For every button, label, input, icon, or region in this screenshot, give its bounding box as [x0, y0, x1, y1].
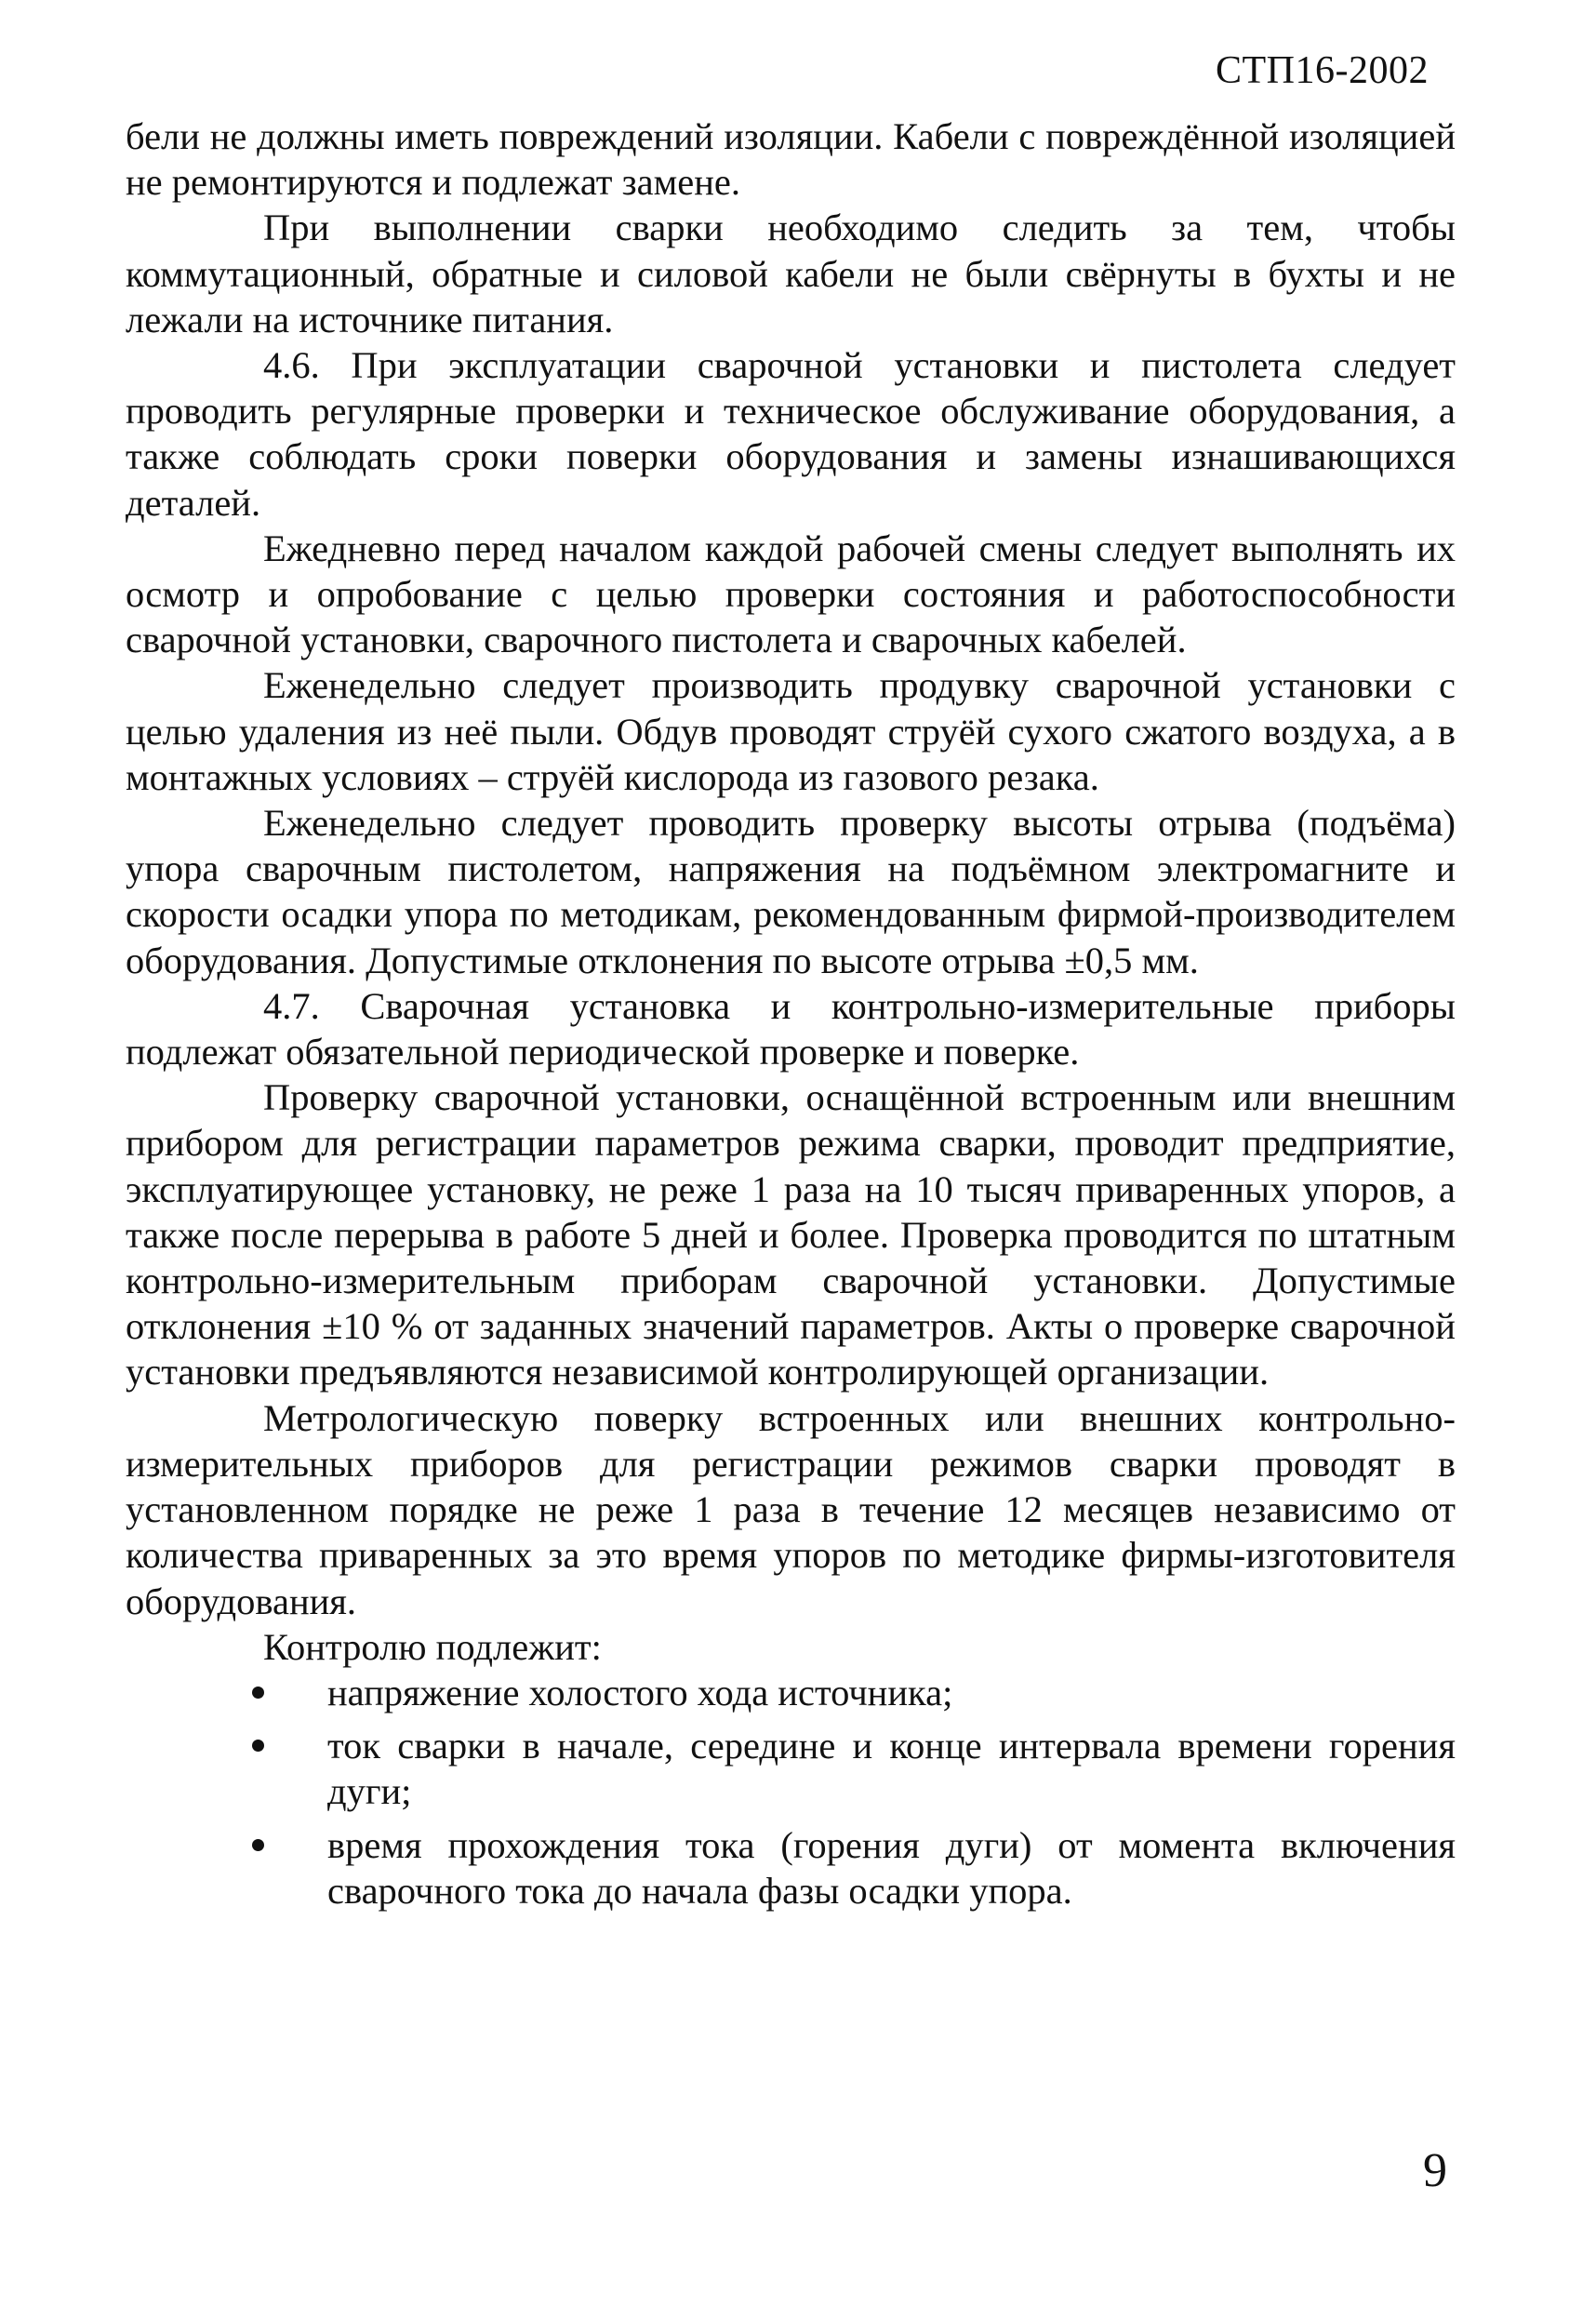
list-item — [126, 1670, 1456, 1715]
paragraph-section-4-7: 4.7. Сварочная установка и контрольно-измерительные приборы подлежат обязательной периодической проверке и поверке. — [126, 984, 1456, 1073]
page-number: 9 — [1423, 2144, 1447, 2197]
paragraph-cable-coiling: При выполнении сварки необходимо следить за тем, чтобы коммутационный, обратные и силовой кабели не были свёрнуты в бухты и не лежали на источнике питания. — [126, 207, 1456, 340]
list-item — [126, 1822, 1456, 1913]
paragraph-daily-inspection: Ежедневно перед началом каждой рабочей смены следует выполнять их осмотр и опробование с целью проверки состояния и работоспособности сварочной установки, сварочного пистолета и сварочных кабелей. — [126, 527, 1456, 661]
paragraph-metrological-verification: Метрологическую поверку встроенных или внешних контрольно-измерительных приборов для регистрации режимов сварки проводят в установленном порядке не реже 1 раза в течение 12 месяцев независимо от количества приваренных за это время упоров по методике фирмы-изготовителя оборудования. — [126, 1396, 1456, 1622]
bullet-icon — [252, 1687, 264, 1699]
bullet-icon — [252, 1740, 264, 1752]
paragraph-control-intro: Контролю подлежит: — [263, 1625, 602, 1668]
document-code: СТП16-2002 — [1216, 49, 1429, 92]
control-list — [126, 1670, 1456, 1913]
paragraph-installation-check: Проверку сварочной установки, оснащённой встроенным или внешним прибором для регистрации параметров режима сварки, проводит предприятие, эксплуатирующее установку, не реже 1 раза на 10 тысяч приваренных упоров, а также после перерыва в работе 5 дней и более. Проверка проводится по штатным контрольно-измерительным приборам сварочной установки. Допустимые отклонения ±10 % от заданных значений параметров. Акты о проверке сварочной установки предъявляются независимой контролирующей организации. — [126, 1076, 1456, 1393]
paragraph-weekly-blowing: Еженедельно следует производить продувку сварочной установки с целью удаления из неё пыли. Обдув проводят струёй сухого сжатого воздуха, а в монтажных условиях – струёй кислорода из газового резака. — [126, 664, 1456, 798]
list-item-text: ток сварки в начале, середине и конце интервала времени горения дуги; — [327, 1725, 1456, 1813]
paragraph-cable-insulation: бели не должны иметь повреждений изоляции. Кабели с повреждённой изоляцией не ремонтируются и подлежат замене. — [126, 115, 1456, 204]
paragraph-weekly-height-check: Еженедельно следует проводить проверку высоты отрыва (подъёма) упора сварочным пистолетом, напряжения на подъёмном электромагните и скорости осадки упора по методикам, рекомендованным фирмой-производителем оборудования. Допустимые отклонения по высоте отрыва ±0,5 мм. — [126, 802, 1456, 981]
list-item-text: напряжение холостого хода источника; — [327, 1671, 953, 1713]
bullet-icon — [252, 1839, 264, 1851]
paragraph-section-4-6: 4.6. При эксплуатации сварочной установки и пистолета следует проводить регулярные проверки и техническое обслуживание оборудования, а также соблюдать сроки поверки оборудования и замены изнашивающихся деталей. — [126, 344, 1456, 524]
list-item-text: время прохождения тока (горения дуги) от момента включения сварочного тока до начала фазы осадки упора. — [327, 1823, 1456, 1912]
list-item — [126, 1723, 1456, 1814]
body-text — [126, 113, 1456, 1921]
